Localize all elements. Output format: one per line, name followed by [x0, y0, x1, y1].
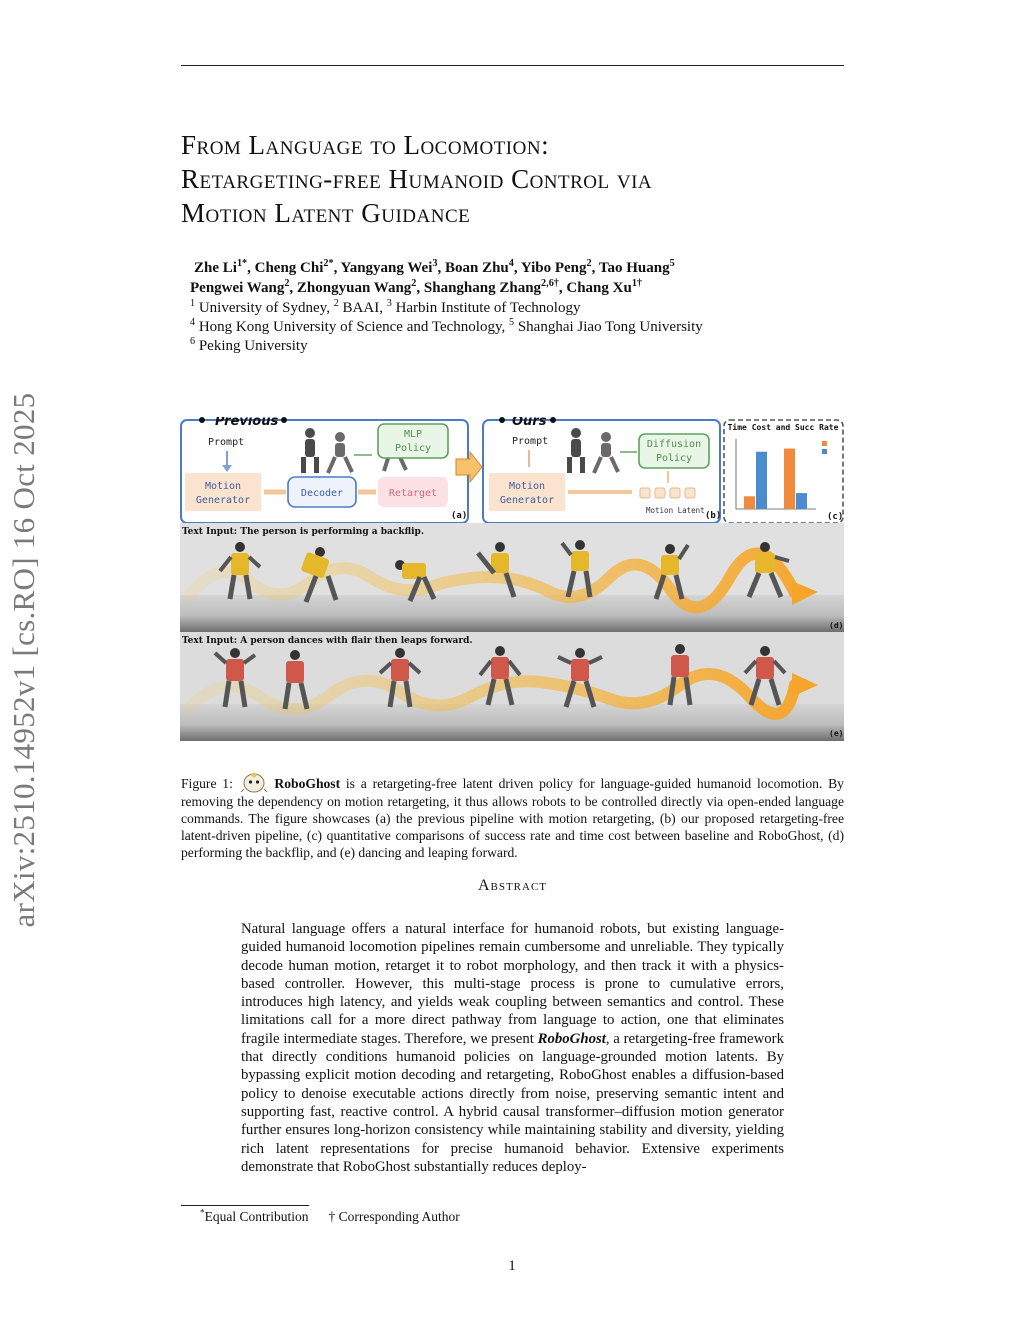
caption-text: is a retargeting-free latent driven policy for language-guided humanoid locomotion. By removing the dependency on motion retargeting, it thus allows robots to be controlled directly via open-ended language commands. The figure showcases (a) the previous pipeline with motion retargeting, (b) our proposed retargeting-free latent-driven pipeline, (c) quantitative comparisons of success rate and time cost between baseline and RoboGhost, (d) performing the backflip, and (e) dancing and leaping forward.	[181, 776, 844, 860]
motion-generator-label-b: Generator	[499, 495, 555, 506]
figure-caption	[181, 771, 844, 861]
author-line	[194, 258, 834, 278]
prompt-label-a: Prompt	[208, 437, 245, 448]
affiliation-line: $^4$ Hong Kong University of Science and Technology, $^5$ Shanghai Jiao Tong University	[190, 317, 703, 335]
paper-title	[181, 128, 844, 230]
roboghost-name: RoboGhost	[274, 776, 341, 791]
author: Cheng Chi$^{2*}$,	[254, 258, 341, 276]
diffusion-policy-label: Diffusion	[646, 439, 702, 450]
author: Chang $Xu^{1\dagger}$	[566, 278, 643, 296]
title-line: Motion Latent Guidance	[181, 198, 471, 228]
affiliation-line: $^1$ University of Sydney, $^2$ BAAI, $^3$ Harbin Institute of Technology	[190, 298, 581, 316]
footnote-equal: Equal Contribution	[204, 1209, 309, 1224]
author: Boan Zhu$^4$,	[444, 258, 521, 276]
author: Shanghang Zhang$^{2,6\dagger}$,	[423, 278, 567, 296]
dot-icon	[499, 417, 505, 423]
author: Yibo Peng$^2$,	[520, 258, 599, 276]
panel-d-tag: (d)	[829, 621, 844, 630]
caption-prefix: Figure 1:	[181, 776, 239, 791]
author: Zhe $Li^{1*}$,	[194, 258, 255, 276]
footnote	[200, 1209, 800, 1225]
figure-1-svg	[180, 417, 844, 741]
motion-generator-label-a: Motion	[204, 481, 242, 492]
chart-bar-roboghost-0	[756, 452, 767, 509]
dot-icon	[199, 417, 205, 423]
chart-bar-baseline-1	[784, 449, 795, 509]
affiliation-line: $^6$ Peking University	[190, 336, 308, 354]
chart-title: Time Cost and Succ Rate	[727, 423, 839, 432]
legend-swatch	[822, 449, 827, 454]
abstract-body	[241, 920, 784, 1176]
author: Pengwei Wang$^2$,	[190, 278, 297, 296]
author: Zhongyuan Wang$^2$,	[296, 278, 424, 296]
motion-generator-label-b: Motion	[508, 481, 546, 492]
ghost-logo-icon	[239, 771, 269, 793]
chart-bar-baseline-0	[744, 496, 755, 509]
retarget-label: Retarget	[388, 488, 438, 499]
panel-c-frame	[724, 420, 843, 523]
author: Tao Huang$^5$	[598, 258, 675, 276]
abstract-text: , a retargeting-free framework that directly conditions humanoid policies on language-grounded motion latents. By bypassing explicit motion decoding and retargeting, RoboGhost enables a diffusion-based policy to denoise executable actions directly from noise, preserving semantic intent and supporting fast, reactive control. A hybrid causal transformer–diffusion motion generator further ensures long-horizon consistency while maintaining stability and diversity, yielding rich latent representations for precise humanoid behavior. Extensive experiments demonstrate that RoboGhost substantially reduces deploy-	[241, 1030, 784, 1175]
author-list	[190, 258, 834, 298]
text-input-e: Text Input: A person dances with flair then leaps forward.	[182, 636, 473, 646]
mlp-policy-label: MLP	[403, 429, 423, 440]
motion-generator-label-a: Generator	[195, 495, 251, 506]
footnote-mark: *	[200, 1207, 205, 1218]
ours-title: Ours	[512, 417, 547, 429]
panel-c-tag: (c)	[827, 512, 844, 522]
mlp-policy-label: Policy	[394, 443, 432, 454]
dot-icon	[281, 417, 287, 423]
top-rule	[181, 65, 844, 66]
abstract-text: Natural language offers a natural interface for humanoid robots, but existing language-guided humanoid locomotion pipelines remain cumbersome and unreliable. They typically decode human motion, retarget it to robot morphology, and then track it with a physics-based controller. However, this multi-stage process is prone to cumulative errors, introduces high latency, and yields weak coupling between semantics and control. These limitations call for a more direct pathway from language to action, one that eliminates fragile intermediate stages. Therefore, we present	[241, 921, 784, 1047]
footnote-rule	[181, 1205, 309, 1206]
panel-a-tag: (a)	[451, 511, 468, 521]
footnote-corresponding: † Corresponding Author	[328, 1209, 460, 1224]
panel-e-tag: (e)	[829, 729, 844, 738]
chart-bar-roboghost-1	[796, 493, 807, 509]
panel-b-tag: (b)	[705, 511, 722, 521]
text-input-d: Text Input: The person is performing a backflip.	[182, 527, 424, 537]
author: Yangyang Wei$^3$,	[340, 258, 445, 276]
dot-icon	[550, 417, 556, 423]
motion-latent-label: Motion Latent	[646, 506, 705, 515]
affiliations	[190, 299, 830, 356]
figure-1	[180, 417, 844, 741]
author-line	[190, 278, 834, 298]
diffusion-policy-label: Policy	[655, 453, 693, 464]
page-number: 1	[508, 1258, 516, 1274]
prompt-label-b: Prompt	[512, 436, 549, 447]
title-line: From Language to Locomotion:	[181, 130, 550, 160]
abstract-heading: Abstract	[477, 877, 548, 894]
title-line: Retargeting-free Humanoid Control via	[181, 164, 653, 194]
arxiv-id: arXiv:2510.14952v1 [cs.RO] 16 Oct 2025	[6, 392, 41, 928]
roboghost-name: RoboGhost	[537, 1030, 606, 1047]
legend-swatch	[822, 441, 827, 446]
previous-title: Previous	[215, 417, 279, 429]
decoder-label: Decoder	[300, 488, 344, 499]
